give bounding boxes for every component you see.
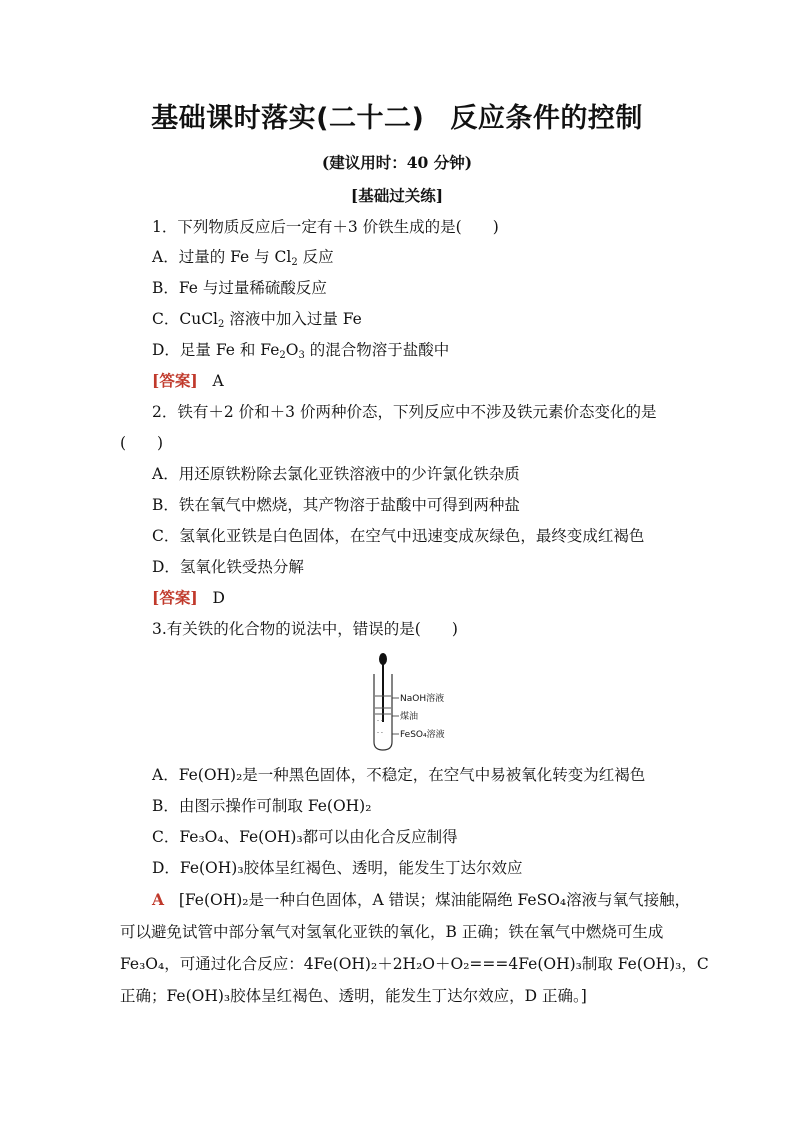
q1-option-c: C．CuCl$_2$ 溶液中加入过量 Fe [152, 310, 362, 330]
q1-stem: 1．下列物质反应后一定有＋3 价铁生成的是( ) [152, 218, 499, 236]
title-part1: 基础课时落实(二十二) [151, 103, 425, 134]
answer-value: D [212, 589, 225, 607]
answer-label: [答案] [152, 588, 198, 607]
q2-stem-cont: ( ) [120, 434, 164, 452]
label-naoh: NaOH溶液 [400, 694, 445, 704]
label-feso4: FeSO₄溶液 [400, 730, 445, 740]
test-tube-figure [368, 650, 468, 755]
section-label: [基础过关练] [350, 186, 444, 205]
q1-answer [152, 371, 224, 391]
answer-label: [答案] [152, 371, 198, 390]
q3-option-a: A．Fe(OH)₂是一种黑色固体，不稳定，在空气中易被氧化转变为红褐色 [152, 766, 646, 784]
q3-option-c: C．Fe₃O₄、Fe(OH)₃都可以由化合反应制得 [152, 828, 458, 846]
q2-stem: 2．铁有＋2 价和＋3 价两种价态，下列反应中不涉及铁元素价态变化的是 [152, 403, 657, 421]
label-kerosene: 煤油 [400, 712, 419, 722]
title-part2: 反应条件的控制 [450, 103, 643, 134]
q3-explanation-line2: 可以避免试管中部分氧气对氢氧化亚铁的氧化，B 正确；铁在氧气中燃烧可生成 [120, 923, 664, 941]
q1-option-d: D．足量 Fe 和 $Fe_2O_3$ 的混合物溶于盐酸中 [152, 341, 450, 361]
svg-text:- -: - - [377, 729, 383, 736]
page-title [0, 96, 794, 135]
q2-option-a: A．用还原铁粉除去氯化亚铁溶液中的少许氯化铁杂质 [152, 465, 520, 483]
q3-option-d: D．Fe(OH)₃胶体呈红褐色、透明，能发生丁达尔效应 [152, 859, 523, 877]
q2-answer [152, 588, 225, 608]
answer-value: A [212, 372, 224, 390]
q3-option-b: B．由图示操作可制取 Fe(OH)₂ [152, 797, 372, 815]
time-note: (建议用时：40 分钟) [321, 153, 473, 172]
q2-option-d: D．氢氧化铁受热分解 [152, 558, 304, 576]
q3-explanation-line3: Fe₃O₄，可通过化合反应：4Fe(OH)₂＋2H₂O＋O₂===4Fe(OH)₃制取 Fe(OH)₃，C [120, 955, 709, 973]
q2-option-c: C．氢氧化亚铁是白色固体，在空气中迅速变成灰绿色，最终变成红褐色 [152, 527, 645, 545]
q1-option-b: B．Fe 与过量稀硫酸反应 [152, 279, 327, 297]
q3-explanation-line1: A [Fe(OH)₂是一种白色固体，A 错误；煤油能隔绝 FeSO₄溶液与氧气接触， [152, 890, 691, 909]
q1-option-a: A．过量的 Fe 与 $Cl_2$ 反应 [152, 248, 334, 268]
dropper-bulb [379, 653, 387, 665]
q3-explanation-line4: 正确；Fe(OH)₃胶体呈红褐色、透明，能发生丁达尔效应，D 正确。] [120, 987, 587, 1005]
q2-option-b: B．铁在氧气中燃烧，其产物溶于盐酸中可得到两种盐 [152, 496, 520, 514]
answer-value: A [152, 890, 165, 909]
q3-stem: 3.有关铁的化合物的说法中，错误的是( ) [152, 620, 458, 638]
svg-text:- -: - - [377, 717, 383, 724]
